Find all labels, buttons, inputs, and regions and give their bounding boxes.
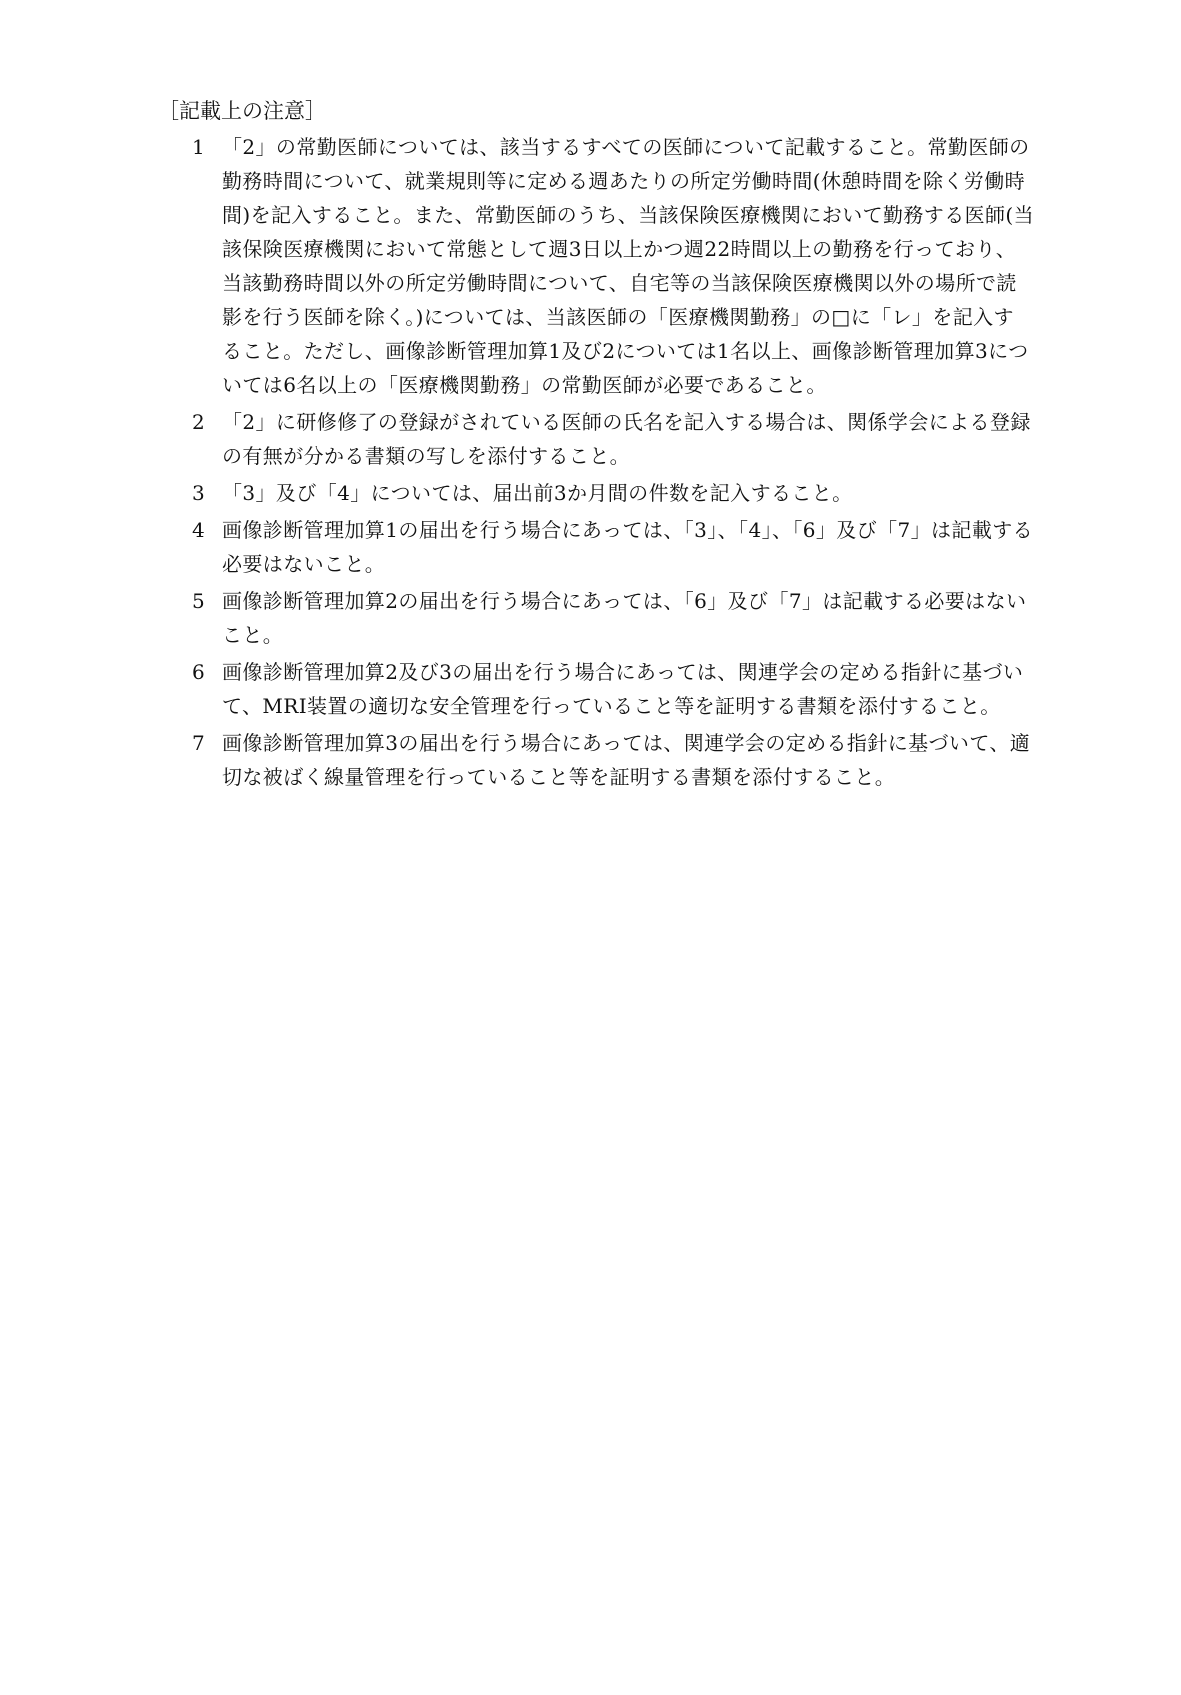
note-number: 2 (192, 410, 205, 434)
note-text: 画像診断管理加算2の届出を行う場合にあっては、「6」及び「7」は記載する必要はないこと。 (222, 589, 1027, 647)
note-text: 「2」の常勤医師については、該当するすべての医師について記載すること。常勤医師の勤務時間について、就業規則等に定める週あたりの所定労働時間(休憩時間を除く労働時間)を記入すること。また、常勤医師のうち、当該保険医療機関において勤務する医師(当該保険医療機関において常態として週3日以上かつ週22時間以上の勤務を行っており、当該勤務時間以外の所定労働時間について、自宅等の当該保険医療機関以外の場所で読影を行う医師を除く。)については、当該医師の「医療機関勤務」の□に「レ」を記入すること。ただし、画像診断管理加算1及び2については1名以上、画像診断管理加算3については6名以上の「医療機関勤務」の常勤医師が必要であること。 (222, 135, 1035, 397)
note-number: 6 (192, 660, 205, 684)
notes-heading: ［記載上の注意］ (158, 99, 326, 123)
note-text: 「3」及び「4」については、届出前3か月間の件数を記入すること。 (222, 481, 853, 505)
note-number: 4 (192, 518, 205, 542)
note-number: 1 (192, 135, 205, 159)
note-item (192, 513, 1034, 581)
note-number: 3 (192, 481, 205, 505)
note-text: 「2」に研修修了の登録がされている医師の氏名を記入する場合は、関係学会による登録の有無が分かる書類の写しを添付すること。 (222, 410, 1031, 468)
notes-list (192, 130, 1034, 797)
note-text: 画像診断管理加算1の届出を行う場合にあっては、「3」、「4」、「6」及び「7」は記載する必要はないこと。 (222, 518, 1034, 576)
note-item (192, 655, 1034, 723)
note-item (192, 726, 1034, 794)
note-item (192, 476, 1034, 510)
note-number: 7 (192, 731, 205, 755)
note-number: 5 (192, 589, 205, 613)
note-text: 画像診断管理加算3の届出を行う場合にあっては、関連学会の定める指針に基づいて、適切な被ばく線量管理を行っていること等を証明する書類を添付すること。 (222, 731, 1031, 789)
note-item (192, 130, 1034, 402)
note-item (192, 405, 1034, 473)
note-item (192, 584, 1034, 652)
note-text: 画像診断管理加算2及び3の届出を行う場合にあっては、関連学会の定める指針に基づいて、MRI装置の適切な安全管理を行っていること等を証明する書類を添付すること。 (222, 660, 1024, 718)
